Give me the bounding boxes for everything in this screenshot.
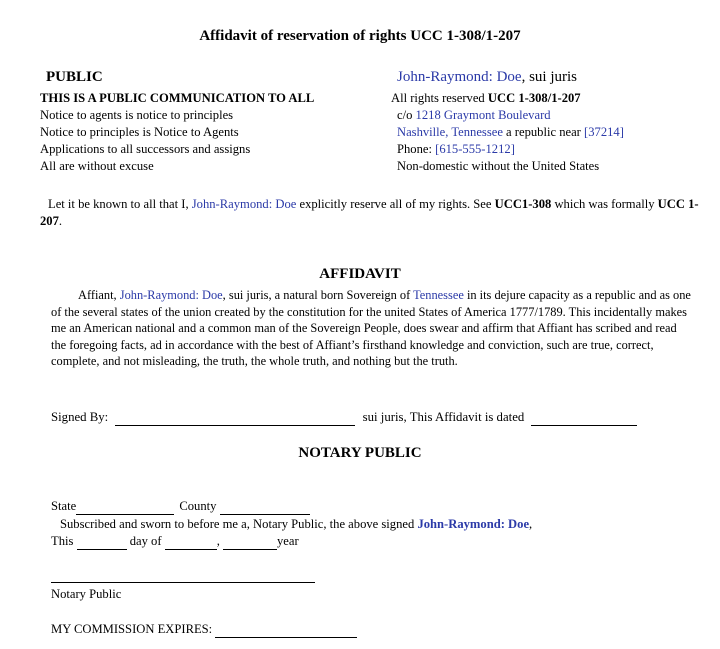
street-address-link[interactable]: 1218 Graymont Boulevard xyxy=(415,108,551,122)
affidavit-part-3: in its dejure capacity as a republic and as one of the several states of the union created by the constitution for the united States of America 1777/1789. This incidentally makes me an American national and a common man of the Sovereign People, does swear and affirm that Affiant has scribed and read the foregoing facts, ad in accordance with the best of Affiant’s firsthand knowledge and conviction, such are true, correct, complete, and not misleading, the truth, the whole truth, and nothing but the truth. xyxy=(51,288,691,369)
left-line-1: Notice to agents is notice to principles xyxy=(40,108,234,122)
comma-sep: , xyxy=(216,534,220,548)
date-blank[interactable] xyxy=(531,410,637,426)
city-link[interactable]: Nashville, Tennessee xyxy=(397,125,503,139)
subscribed-line xyxy=(60,517,532,532)
month-blank[interactable] xyxy=(165,534,217,550)
left-line-3: Applications to all successors and assigns xyxy=(40,142,251,156)
city-line xyxy=(397,125,624,140)
this-label: This xyxy=(51,534,74,548)
affidavit-state-link[interactable]: Tennessee xyxy=(413,288,464,302)
left-line-4: All are without excuse xyxy=(40,159,154,173)
county-blank[interactable] xyxy=(220,499,310,515)
signature-blank[interactable] xyxy=(115,410,355,426)
subscribed-name-link[interactable]: John-Raymond: Doe xyxy=(417,517,530,531)
care-of-line xyxy=(397,108,551,123)
name-suffix: , sui juris xyxy=(521,69,578,85)
signed-by-label: Signed By: xyxy=(51,410,109,424)
rights-prefix: All rights reserved xyxy=(391,91,488,105)
notice-part-4: . xyxy=(58,214,63,228)
notary-public-label: Notary Public xyxy=(51,587,122,601)
affidavit-heading: AFFIDAVIT xyxy=(319,266,401,282)
phone-link[interactable]: [615-555-1212] xyxy=(435,142,515,156)
notice-part-3: which was formally xyxy=(551,197,658,211)
day-of-label: day of xyxy=(129,534,162,548)
commission-expires-label: MY COMMISSION EXPIRES: xyxy=(51,622,213,636)
notice-code-2: UCC 1-207 xyxy=(40,197,699,228)
year-blank[interactable] xyxy=(223,534,277,550)
county-label: County xyxy=(179,499,217,513)
this-day-line xyxy=(51,534,299,550)
rights-code: UCC 1-308/1-207 xyxy=(487,91,581,105)
state-blank[interactable] xyxy=(76,499,174,515)
subscribed-suffix: , xyxy=(529,517,533,531)
notice-part-1: Let it be known to all that I, xyxy=(48,197,192,211)
year-label: year xyxy=(277,534,299,548)
zip-link[interactable]: [37214] xyxy=(584,125,624,139)
domicile-line: Non-domestic without the United States xyxy=(397,159,600,173)
document-title: Affidavit of reservation of rights UCC 1-308/1-207 xyxy=(199,28,521,44)
dated-text: sui juris, This Affidavit is dated xyxy=(362,410,525,424)
day-blank[interactable] xyxy=(77,534,127,550)
commission-expires-line xyxy=(51,622,357,638)
affidavit-body xyxy=(51,287,691,370)
notice-paragraph xyxy=(40,196,700,230)
subscribed-text: Subscribed and sworn to before me a, Notary Public, the above signed xyxy=(60,517,418,531)
affidavit-part-2: , sui juris, a natural born Sovereign of xyxy=(222,288,414,302)
city-suffix: a republic near xyxy=(502,125,585,139)
notary-heading: NOTARY PUBLIC xyxy=(298,445,422,461)
state-label: State xyxy=(51,499,77,513)
phone-line xyxy=(397,142,515,157)
left-line-2: Notice to principles is Notice to Agents xyxy=(40,125,239,139)
public-heading: PUBLIC xyxy=(46,69,103,85)
notary-signature-rule[interactable] xyxy=(51,582,315,583)
public-communication-subheading: THIS IS A PUBLIC COMMUNICATION TO ALL xyxy=(40,91,315,105)
affidavit-part-1: Affiant, xyxy=(78,288,120,302)
notice-part-2: explicitly reserve all of my rights. See xyxy=(296,197,495,211)
notice-code-1: UCC1-308 xyxy=(494,197,552,211)
affidavit-name-link[interactable]: John-Raymond: Doe xyxy=(119,288,223,302)
right-name-line xyxy=(397,69,577,86)
notice-name-link[interactable]: John-Raymond: Doe xyxy=(191,197,297,211)
phone-prefix: Phone: xyxy=(397,142,436,156)
care-of-prefix: c/o xyxy=(397,108,416,122)
signature-line xyxy=(51,410,637,426)
rights-reserved-line xyxy=(391,91,581,106)
commission-expires-blank[interactable] xyxy=(215,622,357,638)
state-county-line xyxy=(51,499,310,515)
affiant-name-link[interactable]: John-Raymond: Doe xyxy=(397,69,522,85)
